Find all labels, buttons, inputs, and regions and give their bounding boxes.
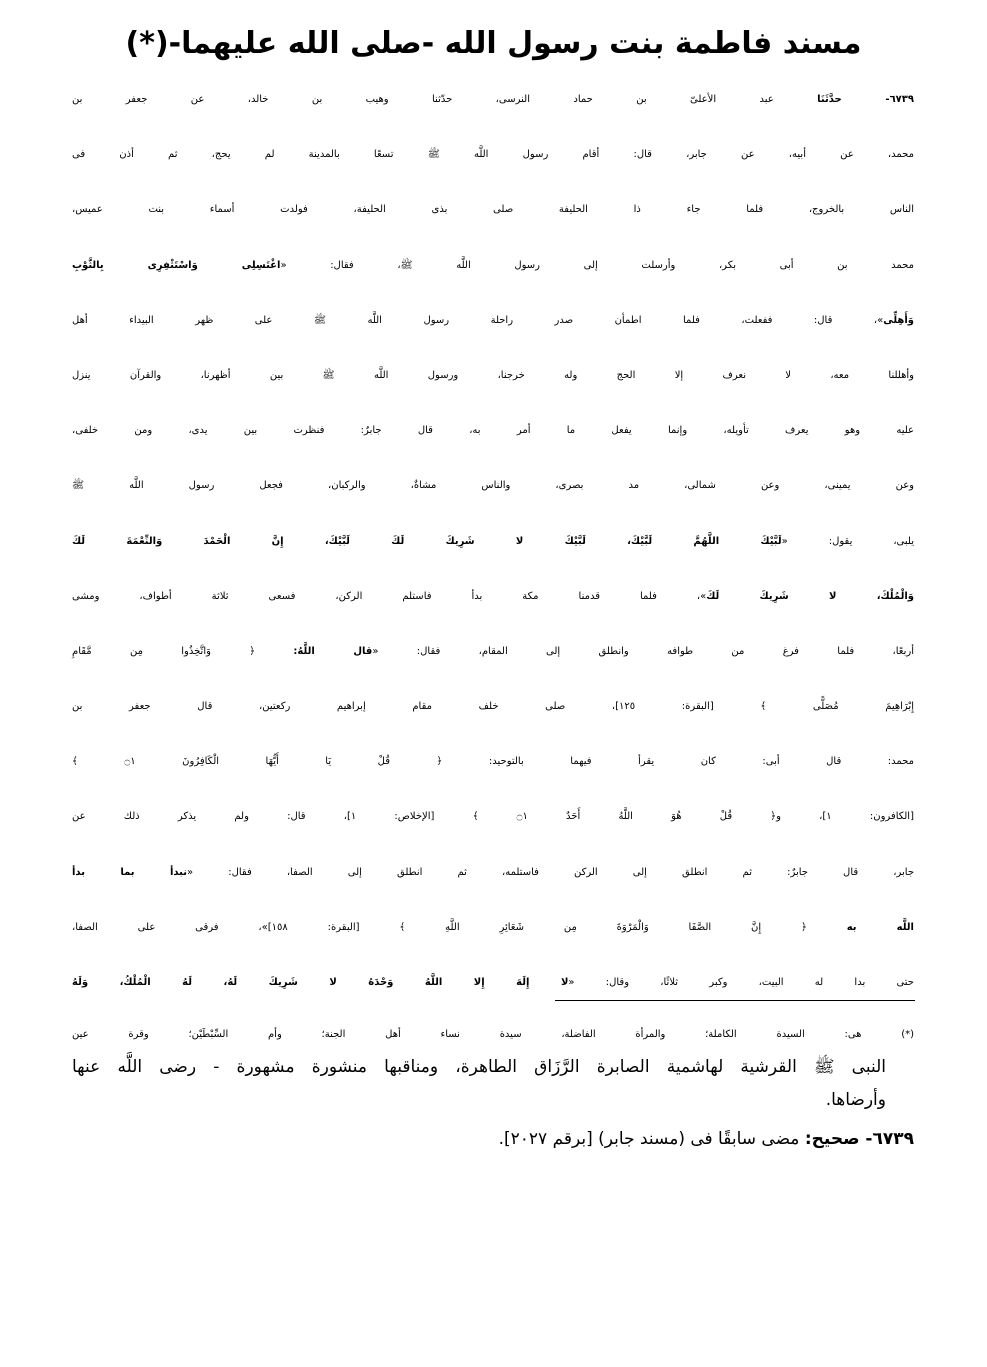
text-line bbox=[72, 853, 914, 908]
text-segment: عبد الأعلىّ بن حماد النرسى، حدّثنا وهيب بن خالد، عن جعفر بن bbox=[72, 94, 818, 105]
bold-text-segment: اللَّه به bbox=[846, 921, 914, 933]
text-line bbox=[72, 301, 914, 356]
bold-text-segment: نبدأ بما بدأ bbox=[72, 866, 187, 878]
text-segment: ﴿ وَاتَّخِذُوا مِن مَّقَامِ bbox=[72, 645, 294, 657]
text-segment: الناس بالخروج، فلما جاء ذا الحليفة صلى بذى الحليفة، فولدت أسماء بنت عميس، bbox=[72, 204, 914, 216]
hadith-text bbox=[72, 80, 914, 1018]
bold-text-segment: قال اللَّهُ: bbox=[293, 645, 373, 657]
text-line bbox=[72, 135, 914, 190]
text-segment: جابر، قال جابرٌ: ثم انطلق إلى الركن فاستلمه، ثم انطلق إلى الصفا، فقال: « bbox=[187, 866, 914, 878]
text-segment: ﴿ إِنَّ الصَّفَا وَالْمَرْوَةَ مِن شَعَائِرِ اللَّهِ ﴾ [البقرة: ١٥٨]»، فرقى على الصفا، bbox=[72, 921, 847, 933]
text-line bbox=[72, 687, 914, 742]
text-segment: وعن يمينى، وعن شمالى، مد بصرى، والناس مشاةٌ، والركبان، فجعل رسول اللَّه ﷺ bbox=[72, 480, 914, 492]
text-line bbox=[72, 908, 914, 963]
text-line bbox=[72, 80, 914, 135]
text-segment: »، قال: ففعلت، فلما اطمأن صدر راحلة رسول اللَّه ﷺ على ظهر البيداء أهل bbox=[72, 314, 884, 326]
text-line bbox=[72, 411, 914, 466]
text-line bbox=[72, 577, 914, 632]
takhrij-text: مضى سابقًا فى (مسند جابر) [برقم ٢٠٢٧]. bbox=[498, 1129, 805, 1149]
text-run: النبى ﷺ القرشية لهاشمية الصابرة الرَّزَاق الطاهرة، ومناقبها منشورة مشهورة - رضى اللَّه عنها bbox=[72, 1057, 886, 1077]
text-segment: محمد بن أبى بكر، وأرسلت إلى رسول اللَّه ﷺ، فقال: « bbox=[280, 259, 914, 271]
text-run: وأرضاها. bbox=[825, 1090, 886, 1110]
text-line bbox=[72, 963, 914, 1018]
footnote-line bbox=[72, 1018, 914, 1051]
text-segment: محمد: قال أبى: كان يقرأ فيهما بالتوحيد: ﴿ قُلْ يَا أَيُّهَا الْكَافِرُونَ ۝١ ﴾ bbox=[72, 756, 914, 768]
text-line bbox=[72, 466, 914, 521]
text-segment: [الكافرون: ١]، و﴿ قُلْ هُوَ اللَّهُ أَحَدٌ ۝١ ﴾ [الإخلاص: ١]، قال: ولم يذكر ذلك عن bbox=[72, 811, 914, 823]
bold-text-segment: اغْتَسِلِى وَاسْتَثْفِرِى بِالثَّوْبِ bbox=[72, 259, 281, 271]
text-segment: عليه وهو يعرف تأويله، وإنما يفعل ما أمر به، قال جابرٌ: فنظرت بين يدى، ومن خلفى، bbox=[72, 425, 914, 437]
text-line bbox=[72, 632, 914, 687]
text-line bbox=[72, 742, 914, 797]
text-segment: »، فلما قدمنا مكة بدأ فاستلم الركن، فسعى ثلاثة أطواف، ومشى bbox=[72, 590, 707, 602]
text-line bbox=[72, 797, 914, 852]
text-segment: محمد، عن أبيه، عن جابر، قال: أقام رسول اللَّه ﷺ تسعًا بالمدينة لم يحج، ثم أذن فى bbox=[72, 149, 914, 161]
footnote-line bbox=[72, 1084, 914, 1117]
text-segment: يلبى، يقول: « bbox=[781, 535, 914, 547]
text-segment: إِبْرَاهِيمَ مُصَلًّى ﴾ [البقرة: ١٢٥]، صلى خلف مقام إبراهيم ركعتين، قال جعفر بن bbox=[72, 701, 914, 713]
footnote-line bbox=[72, 1051, 914, 1084]
bold-text-segment: ٦٧٣٩- حدَّثَنَا bbox=[817, 94, 914, 105]
bold-text-segment: لا إِلَهَ إِلا اللَّهُ وَحْدَهُ لا شَرِيكَ لَهُ، لَهُ الْمُلْكُ، وَلَهُ bbox=[72, 977, 569, 988]
text-line bbox=[72, 246, 914, 301]
text-line bbox=[72, 522, 914, 577]
text-run: (*) هى: السيدة الكاملة؛ والمرأة الفاضلة، سيدة نساء أهل الجنة؛ وأم السِّبْطَيْن؛ وقرة عين bbox=[72, 1029, 914, 1040]
bold-text-segment: لَبَّيْكَ اللَّهُمَّ لَبَّيْكَ، لَبَّيْكَ لا شَرِيكَ لَكَ لَبَّيْكَ، إِنَّ الْحَمْدَ وَالنِّعْمَةَ لَكَ bbox=[72, 535, 782, 547]
text-line bbox=[72, 190, 914, 245]
text-segment: أربعًا، فلما فرغ من طوافه وانطلق إلى المقام، فقال: « bbox=[372, 645, 914, 657]
bold-text-segment: وَأَهِلِّى bbox=[883, 314, 914, 326]
text-segment: حتى بدا له البيت، وكبر ثلاثًا، وقال: « bbox=[568, 977, 914, 988]
footnote-divider bbox=[555, 1000, 915, 1001]
page-title: مسند فاطمة بنت رسول الله -صلى الله عليهما-(*) bbox=[125, 26, 862, 61]
bold-text-segment: وَالْمُلْكَ، لا شَرِيكَ لَكَ bbox=[706, 590, 914, 602]
text-line bbox=[72, 356, 914, 411]
takhrij-note bbox=[72, 1123, 914, 1156]
footnotes bbox=[72, 1018, 914, 1156]
takhrij-number: ٦٧٣٩- صحيح: bbox=[804, 1129, 914, 1149]
text-segment: وأهللنا معه، لا نعرف إلا الحج وله خرجنا، ورسول اللَّه ﷺ بين أظهرنا، والقرآن ينزل bbox=[72, 369, 914, 381]
